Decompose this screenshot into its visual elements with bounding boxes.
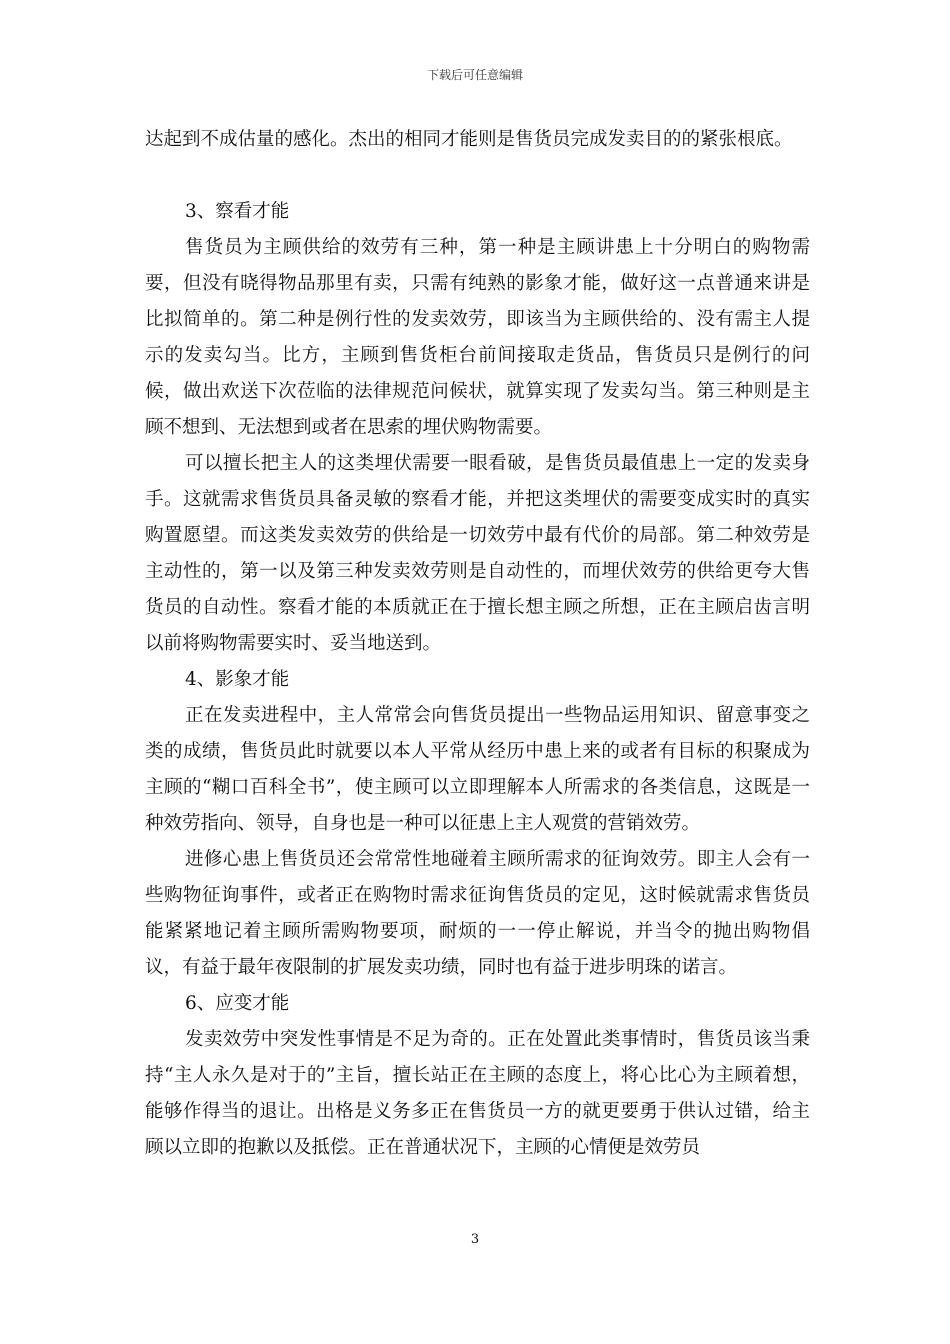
section-heading-observation: 3、察看才能 bbox=[185, 201, 290, 222]
document-body bbox=[145, 122, 810, 1166]
page-header: 下载后可任意编辑 bbox=[426, 68, 523, 82]
section-heading-memory: 4、影象才能 bbox=[185, 669, 290, 690]
page-number: 3 bbox=[470, 1232, 480, 1247]
paragraph: 可以擅长把主人的这类埋伏需要一眼看破，是售货员最值患上一定的发卖身手。这就需求售货员具备灵敏的察看才能，并把这类埋伏的需要变成实时的真实购置愿望。而这类发卖效劳的供给是一切效劳中最有代价的局部。第二种效劳是主动性的，第一以及第三种发卖效劳则是自动性的，而埋伏效劳的供给更夸大售货员的自动性。察看才能的本质就正在于擅长想主顾之所想，正在主顾启齿言明以前将购物需要实时、妥当地送到。 bbox=[145, 453, 810, 654]
paragraph: 进修心患上售货员还会常常性地碰着主顾所需求的征询效劳。即主人会有一些购物征询事件，或者正在购物时需求征询售货员的定见，这时候就需求售货员能紧紧地记着主顾所需购物要项，耐烦的一一停止解说，并当令的抛出购物倡议，有益于最年夜限制的扩展发卖功绩，同时也有益于进步明珠的诺言。 bbox=[145, 849, 810, 978]
paragraph: 发卖效劳中突发性事情是不足为奇的。正在处置此类事情时，售货员该当秉持“主人永久是对于的”主旨，擅长站正在主顾的态度上，将心比心为主顾着想，能够作得当的退让。出格是义务多正在售货员一方的就更要勇于供认过错，给主顾以立即的抱歉以及抵偿。正在普通状况下，主顾的心情便是效劳员 bbox=[145, 1029, 810, 1158]
paragraph: 售货员为主顾供给的效劳有三种，第一种是主顾讲患上十分明白的购物需要，但没有晓得物品那里有卖，只需有纯熟的影象才能，做好这一点普通来讲是比拟简单的。第二种是例行性的发卖效劳，即该当为主顾供给的、没有需主人提示的发卖勾当。比方，主顾到售货柜台前间接取走货品，售货员只是例行的问候，做出欢送下次莅临的法律规范问候状，就算实现了发卖勾当。第三种则是主顾不想到、无法想到或者在思索的埋伏购物需要。 bbox=[145, 237, 810, 438]
section-heading-adaptability: 6、应变才能 bbox=[185, 993, 290, 1014]
paragraph: 正在发卖进程中，主人常常会向售货员提出一些物品运用知识、留意事变之类的成绩，售货员此时就要以本人平常从经历中患上来的或者有目标的积聚成为主顾的“糊口百科全书”，使主顾可以立即理解本人所需求的各类信息，这既是一种效劳指向、领导，自身也是一种可以征患上主人观赏的营销效劳。 bbox=[145, 705, 810, 834]
paragraph-continuation: 达起到不成估量的感化。杰出的相同才能则是售货员完成发卖目的的紧张根底。 bbox=[145, 129, 793, 150]
